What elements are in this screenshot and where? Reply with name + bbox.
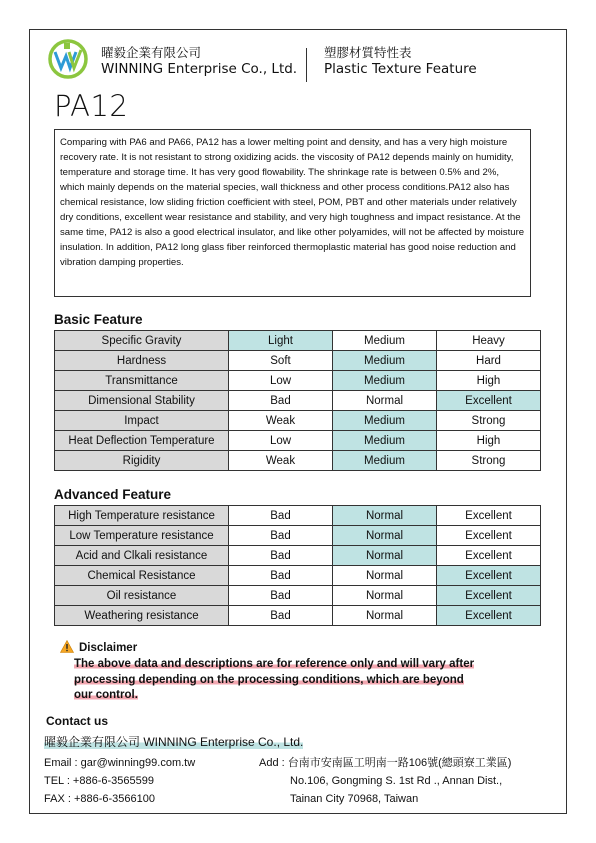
feature-value: High [437, 431, 541, 451]
feature-value: Weak [229, 451, 333, 471]
feature-value-selected: Medium [333, 451, 437, 471]
feature-value: Bad [229, 546, 333, 566]
feature-value: Normal [333, 606, 437, 626]
feature-row [55, 371, 541, 391]
disclaimer-text [74, 657, 524, 704]
feature-value-selected: Excellent [437, 606, 541, 626]
feature-row [55, 351, 541, 371]
feature-value: Excellent [437, 546, 541, 566]
feature-value: Bad [229, 506, 333, 526]
feature-row [55, 546, 541, 566]
feature-value-selected: Medium [333, 411, 437, 431]
feature-row [55, 606, 541, 626]
feature-label: Weathering resistance [55, 606, 229, 626]
feature-value-selected: Medium [333, 371, 437, 391]
company-name-en: WINNING Enterprise Co., Ltd. [101, 61, 298, 77]
feature-row [55, 451, 541, 471]
contact-address-line: Tainan City 70968, Taiwan [290, 793, 419, 805]
feature-value-selected: Medium [333, 351, 437, 371]
contact-address-line: Add : 台南市安南區工明南一路106號(總頭寮工業區) [259, 757, 512, 769]
document-page [29, 29, 567, 814]
feature-value-selected: Excellent [437, 566, 541, 586]
feature-value: Low [229, 371, 333, 391]
feature-value-selected: Medium [333, 431, 437, 451]
feature-value-selected: Normal [333, 506, 437, 526]
advanced-feature-table [54, 505, 541, 626]
basic-feature-title: Basic Feature [54, 312, 143, 327]
feature-row [55, 391, 541, 411]
feature-value: Low [229, 431, 333, 451]
feature-value-selected: Normal [333, 526, 437, 546]
winning-logo [47, 38, 89, 80]
feature-row [55, 331, 541, 351]
feature-value: Bad [229, 391, 333, 411]
document-title-cn: 塑膠材質特性表 [324, 45, 412, 60]
feature-label: Hardness [55, 351, 229, 371]
feature-label: Specific Gravity [55, 331, 229, 351]
contact-company [44, 735, 303, 750]
feature-value: Normal [333, 391, 437, 411]
material-title: PA12 [54, 89, 129, 123]
contact-fax: FAX : +886-6-3566100 [44, 793, 155, 805]
feature-label: Chemical Resistance [55, 566, 229, 586]
feature-value: Weak [229, 411, 333, 431]
contact-address-line: No.106, Gongming S. 1st Rd ., Annan Dist., [290, 775, 503, 787]
feature-value: Excellent [437, 526, 541, 546]
feature-row [55, 411, 541, 431]
header-divider [306, 48, 307, 82]
contact-title: Contact us [46, 714, 109, 728]
feature-value: Bad [229, 526, 333, 546]
feature-value: Soft [229, 351, 333, 371]
document-title-en: Plastic Texture Feature [324, 61, 477, 77]
disclaimer-line: processing depending on the processing conditions, which are beyond [74, 673, 464, 686]
feature-value: Strong [437, 451, 541, 471]
company-name-cn: 曜毅企業有限公司 [101, 45, 202, 60]
feature-value: Medium [333, 331, 437, 351]
feature-row [55, 526, 541, 546]
feature-value: High [437, 371, 541, 391]
feature-label: Heat Deflection Temperature [55, 431, 229, 451]
disclaimer-title: Disclaimer [79, 642, 138, 654]
feature-value: Excellent [437, 506, 541, 526]
feature-label: Acid and Clkali resistance [55, 546, 229, 566]
feature-value-selected: Excellent [437, 586, 541, 606]
feature-value: Bad [229, 606, 333, 626]
feature-value-selected: Excellent [437, 391, 541, 411]
material-description: Comparing with PA6 and PA66, PA12 has a lower melting point and density, and has a very high moisture recovery rate. It is not resistant to strong oxidizing acids. the viscosity of PA12 depends mainly on humidity, temperature and storage time. It has very good flowability. The shrinkage rate is between 0.5% and 2%, which mainly depends on the material species, wall thickness and other process conditions.PA12 also has chemical resistance, low sliding friction coefficient with steel, POM, PBT and other materials under relatively dry conditions, excellent wear resistance and stability, and very high toughness and impact resistance. At the same time, PA12 is also a good electrical insulator, and like other polyamides, will not be affected by moisture insulation. In addition, PA12 long glass fiber reinforced thermoplastic material has good noise reduction and vibration damping properties. [54, 129, 531, 297]
contact-tel: TEL : +886-6-3565599 [44, 775, 154, 787]
advanced-feature-title: Advanced Feature [54, 487, 172, 502]
feature-value: Bad [229, 586, 333, 606]
feature-value: Normal [333, 586, 437, 606]
feature-label: High Temperature resistance [55, 506, 229, 526]
disclaimer-line: our control. [74, 689, 138, 701]
feature-value: Strong [437, 411, 541, 431]
feature-value: Normal [333, 566, 437, 586]
disclaimer-line: The above data and descriptions are for reference only and will vary after [74, 658, 475, 670]
feature-value: Hard [437, 351, 541, 371]
warning-icon [60, 640, 74, 653]
feature-row [55, 566, 541, 586]
feature-row [55, 506, 541, 526]
feature-label: Dimensional Stability [55, 391, 229, 411]
feature-value-selected: Light [229, 331, 333, 351]
feature-label: Low Temperature resistance [55, 526, 229, 546]
feature-value-selected: Normal [333, 546, 437, 566]
contact-company-name: 曜毅企業有限公司 WINNING Enterprise Co., Ltd. [44, 735, 304, 749]
feature-row [55, 586, 541, 606]
feature-label: Impact [55, 411, 229, 431]
feature-label: Oil resistance [55, 586, 229, 606]
contact-email: Email : gar@winning99.com.tw [44, 757, 196, 769]
feature-label: Rigidity [55, 451, 229, 471]
feature-label: Transmittance [55, 371, 229, 391]
feature-value: Heavy [437, 331, 541, 351]
feature-row [55, 431, 541, 451]
feature-value: Bad [229, 566, 333, 586]
basic-feature-table [54, 330, 541, 471]
